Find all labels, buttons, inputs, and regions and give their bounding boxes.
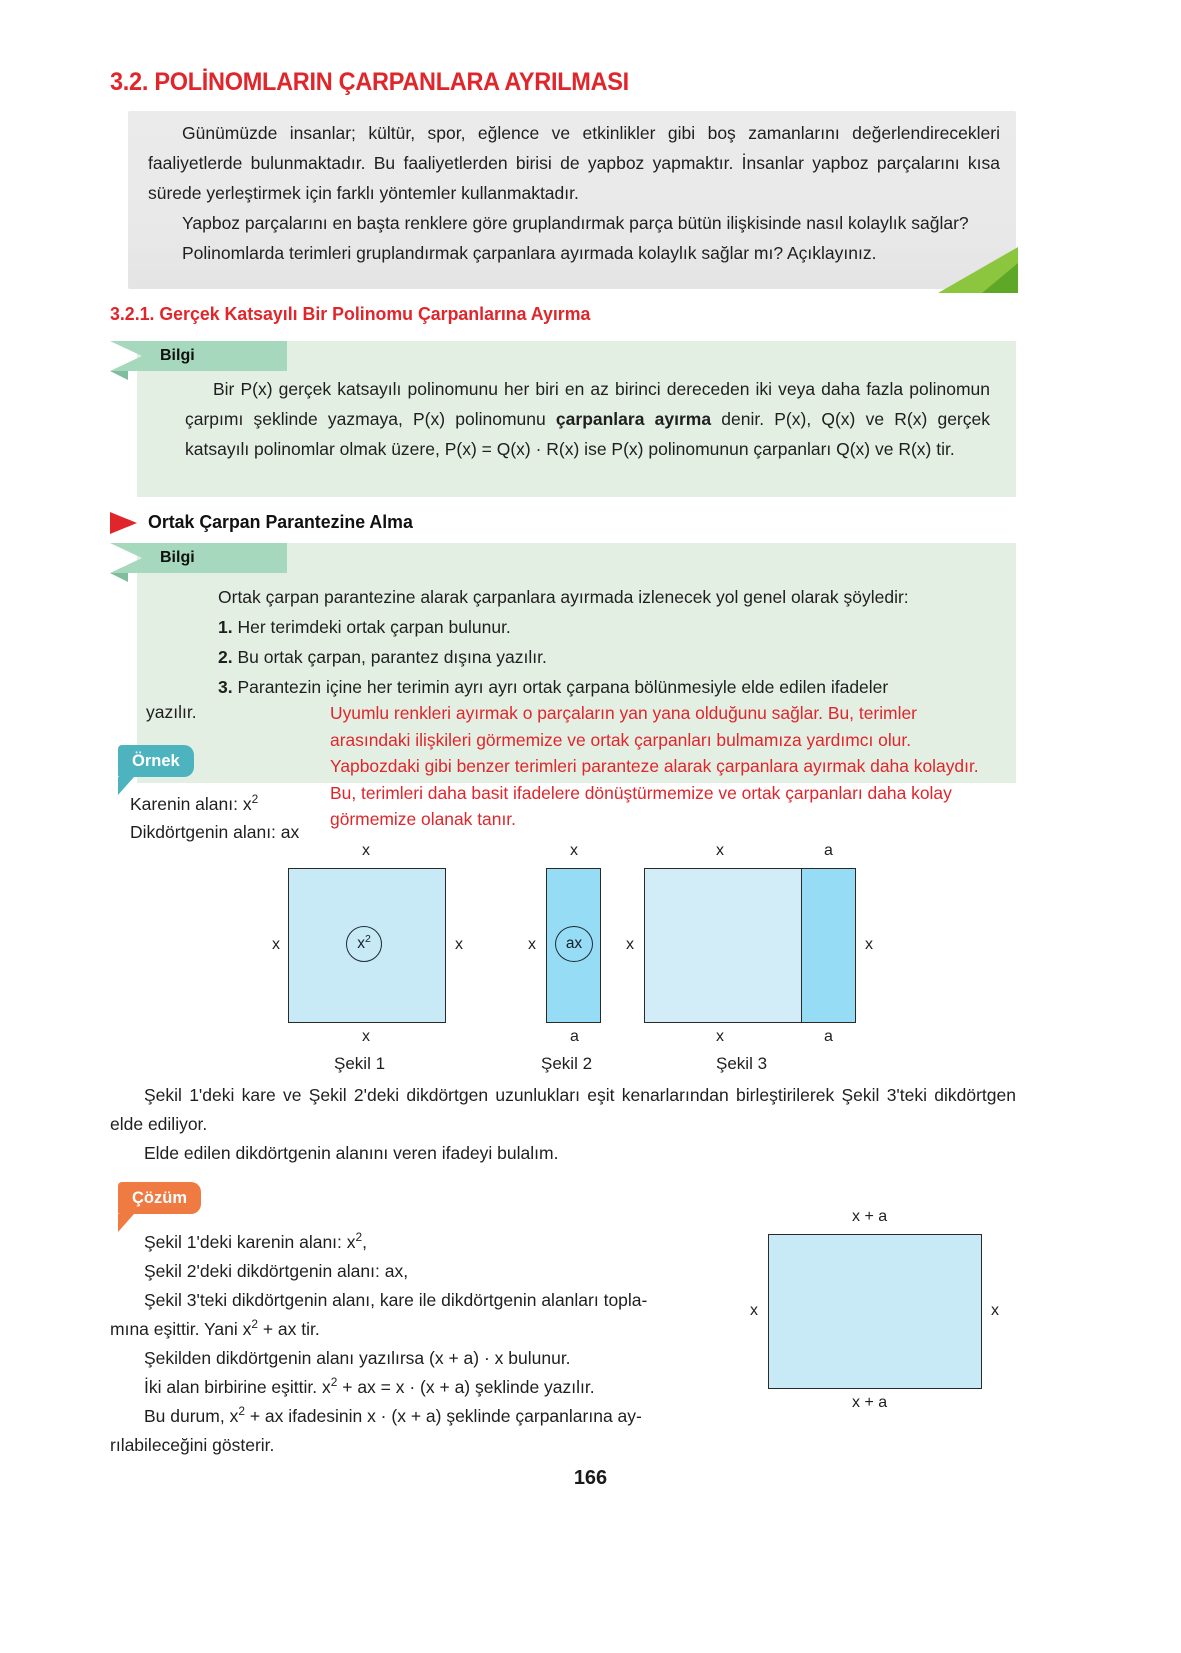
figure-1-bottom-label: x [362,1028,370,1045]
bilgi2-step-2-num: 2. [218,647,233,667]
bilgi-body-1 [185,374,990,464]
bilgi1-text-a: Bir P(x) gerçek katsayılı polinomunu her biri en az birinci dereceden iki veya daha fazla polinomun çarpımı şeklinde yazmaya, P(x) polinomunu [185,379,990,429]
bilgi1-bold-term: çarpanlara ayırma [555,409,712,429]
cozum-line-6-cont: rılabileceğini gösterir. [110,1435,275,1455]
intro-paragraph-1: Günümüzde insanlar; kültür, spor, eğlence ve etkinlikler gibi boş zamanlarını değerlendirecekleri faaliyetlerde bulunmaktadır. Bu faaliyetlerden birisi de yapboz yapmaktır. İnsanlar yapboz parçalarını kısa sürede yerleştirmek için farklı yöntemler kullanmaktadır. [148,123,1000,203]
cozum-body [110,1228,750,1460]
intro-text [148,118,1000,268]
ornek-badge-text: Örnek [132,751,180,770]
annotation-line-3: Yapbozdaki gibi benzer terimleri paranteze alarak çarpanlara ayırmak daha kolaydır. [330,756,979,776]
cozum-line-1: Şekil 1'deki karenin alanı: $x^2$, [144,1230,368,1252]
annotation-line-2: arasındaki ilişkileri görmemize ve ortak çarpanları bulmamıza yardımcı olur. [330,729,912,750]
intro-paragraph-3: Polinomlarda terimleri gruplandırmak çarpanlara ayırmada kolaylık sağlar mı? Açıklayınız. [182,243,877,263]
intro-paragraph-2: Yapboz parçalarını en başta renklere göre gruplandırmak parça bütün ilişkisinde nasıl kolaylık sağlar? [182,213,969,233]
figure-4-right-label: x [991,1302,999,1319]
cozum-line-5: İki alan birbirine eşittir. $x^2$ + ax = x · (x + a) şeklinde yazılır. [144,1375,595,1397]
figure-3-bottom-label-left: x [716,1028,724,1045]
bilgi2-step-3-continuation: yazılır. [146,702,197,722]
annotation-line-5: görmemize olanak tanır. [330,809,516,829]
bilgi2-step-1-num: 1. [218,617,233,637]
page-fold-icon [938,247,1018,293]
cozum-line-3: Şekil 3'teki dikdörtgenin alanı, kare ile dikdörtgenin alanları topla- [144,1290,648,1310]
figure-1-right-label: x [455,936,463,953]
cozum-line-2: Şekil 2'deki dikdörtgenin alanı: ax, [144,1261,409,1281]
figure-2-top-label: x [570,842,578,859]
bilgi2-step-1-text: Her terimdeki ortak çarpan bulunur. [232,617,511,637]
figure-3-right-part [801,868,856,1023]
figure-3-top-label-right: a [824,842,833,859]
bilgi-label-1 [142,341,287,371]
figure-3-left-label: x [626,936,634,953]
figure-1-caption: Şekil 1 [334,1054,386,1073]
cozum-badge-text: Çözüm [132,1188,187,1207]
figure-4-top-label: x + a [852,1208,888,1225]
bilgi-label-text-2: Bilgi [160,549,195,566]
figure-2-caption: Şekil 2 [541,1054,593,1073]
figure-2-left-label: x [528,936,536,953]
figure-4-rectangle [768,1234,982,1389]
cozum-line-4: Şekilden dikdörtgenin alanı yazılırsa (x + a) · x bulunur. [144,1348,571,1368]
figure-2-area-marker: ax [555,926,593,962]
red-arrow-icon [110,512,137,534]
cozum-line-6: Bu durum, $x^2$ + ax ifadesinin x · (x + a) şeklinde çarpanlarına ay- [144,1404,642,1426]
bilgi-body-2 [218,582,993,702]
bilgi2-step-3 [218,672,993,702]
bilgi-ribbon-tail-1 [110,341,142,371]
bilgi2-step-3-text: Parantezin içine her terimin ayrı ayrı ortak çarpana bölünmesiyle elde edilen ifadeler [232,677,889,697]
bilgi2-step-2 [218,642,993,672]
bilgi2-step-1 [218,612,993,642]
figure-3-caption: Şekil 3 [716,1054,768,1073]
cozum-line-3-cont: mına eşittir. Yani $x^2$ + ax tir. [110,1317,320,1339]
bilgi2-step-2-text: Bu ortak çarpan, parantez dışına yazılır. [232,647,547,667]
bilgi1-text-b: denir. P(x), Q(x) ve R(x) gerçek katsayılı polinomlar olmak üzere, P(x) = Q(x) · R(x) ise P(x) polinomunun çarpanları Q(x) ve R(x) tir. [185,409,990,459]
figure-1-top-label: x [362,842,370,859]
after-figures-paragraph-2: Elde edilen dikdörtgenin alanını veren ifadeyi bulalım. [144,1143,559,1163]
after-figures-paragraph-1: Şekil 1'deki kare ve Şekil 2'deki dikdörtgen uzunlukları eşit kenarlarından birleştirilerek Şekil 3'teki dikdörtgen elde ediliyor. [110,1085,1016,1134]
annotation-line-1: Uyumlu renkleri ayırmak o parçaların yan yana olduğunu sağlar. Bu, terimler [330,703,917,723]
ornek-badge [118,745,194,777]
page-number: 166 [573,1467,608,1489]
figure-1-left-label: x [272,936,280,953]
figure-3-right-label: x [865,936,873,953]
figure-2-bottom-label: a [570,1028,579,1045]
bilgi-label-text-1: Bilgi [160,347,195,364]
page-title: 3.2. POLİNOMLARIN ÇARPANLARA AYRILMASI [110,68,629,96]
figure-4-left-label: x [750,1302,758,1319]
figure-3-bottom-label-right: a [824,1028,833,1045]
cozum-badge [118,1182,201,1214]
bilgi-ribbon-tail-2 [110,543,142,573]
arrow-heading-text: Ortak Çarpan Parantezine Alma [148,511,413,532]
bilgi-ribbon-shadow-1 [110,371,128,380]
bilgi2-step-3-num: 3. [218,677,233,697]
bilgi-label-2 [142,543,287,573]
bilgi2-intro: Ortak çarpan parantezine alarak çarpanlara ayırmada izlenecek yol genel olarak şöyledir: [218,587,909,607]
ornek-given-2: Dikdörtgenin alanı: ax [130,822,300,842]
red-annotation [330,700,1085,833]
ornek-given-1: Karenin alanı: $x^2$ [130,792,259,814]
subsection-title: 3.2.1. Gerçek Katsayılı Bir Polinomu Çarpanlarına Ayırma [110,303,591,324]
figure-1-area-marker: $x^2$ [346,926,382,962]
annotation-line-4: Bu, terimleri daha basit ifadelere dönüştürmemize ve ortak çarpanları daha kolay [330,782,952,803]
bilgi-ribbon-shadow-2 [110,573,128,582]
figure-4-bottom-label: x + a [852,1394,888,1411]
figure-3-top-label-left: x [716,842,724,859]
